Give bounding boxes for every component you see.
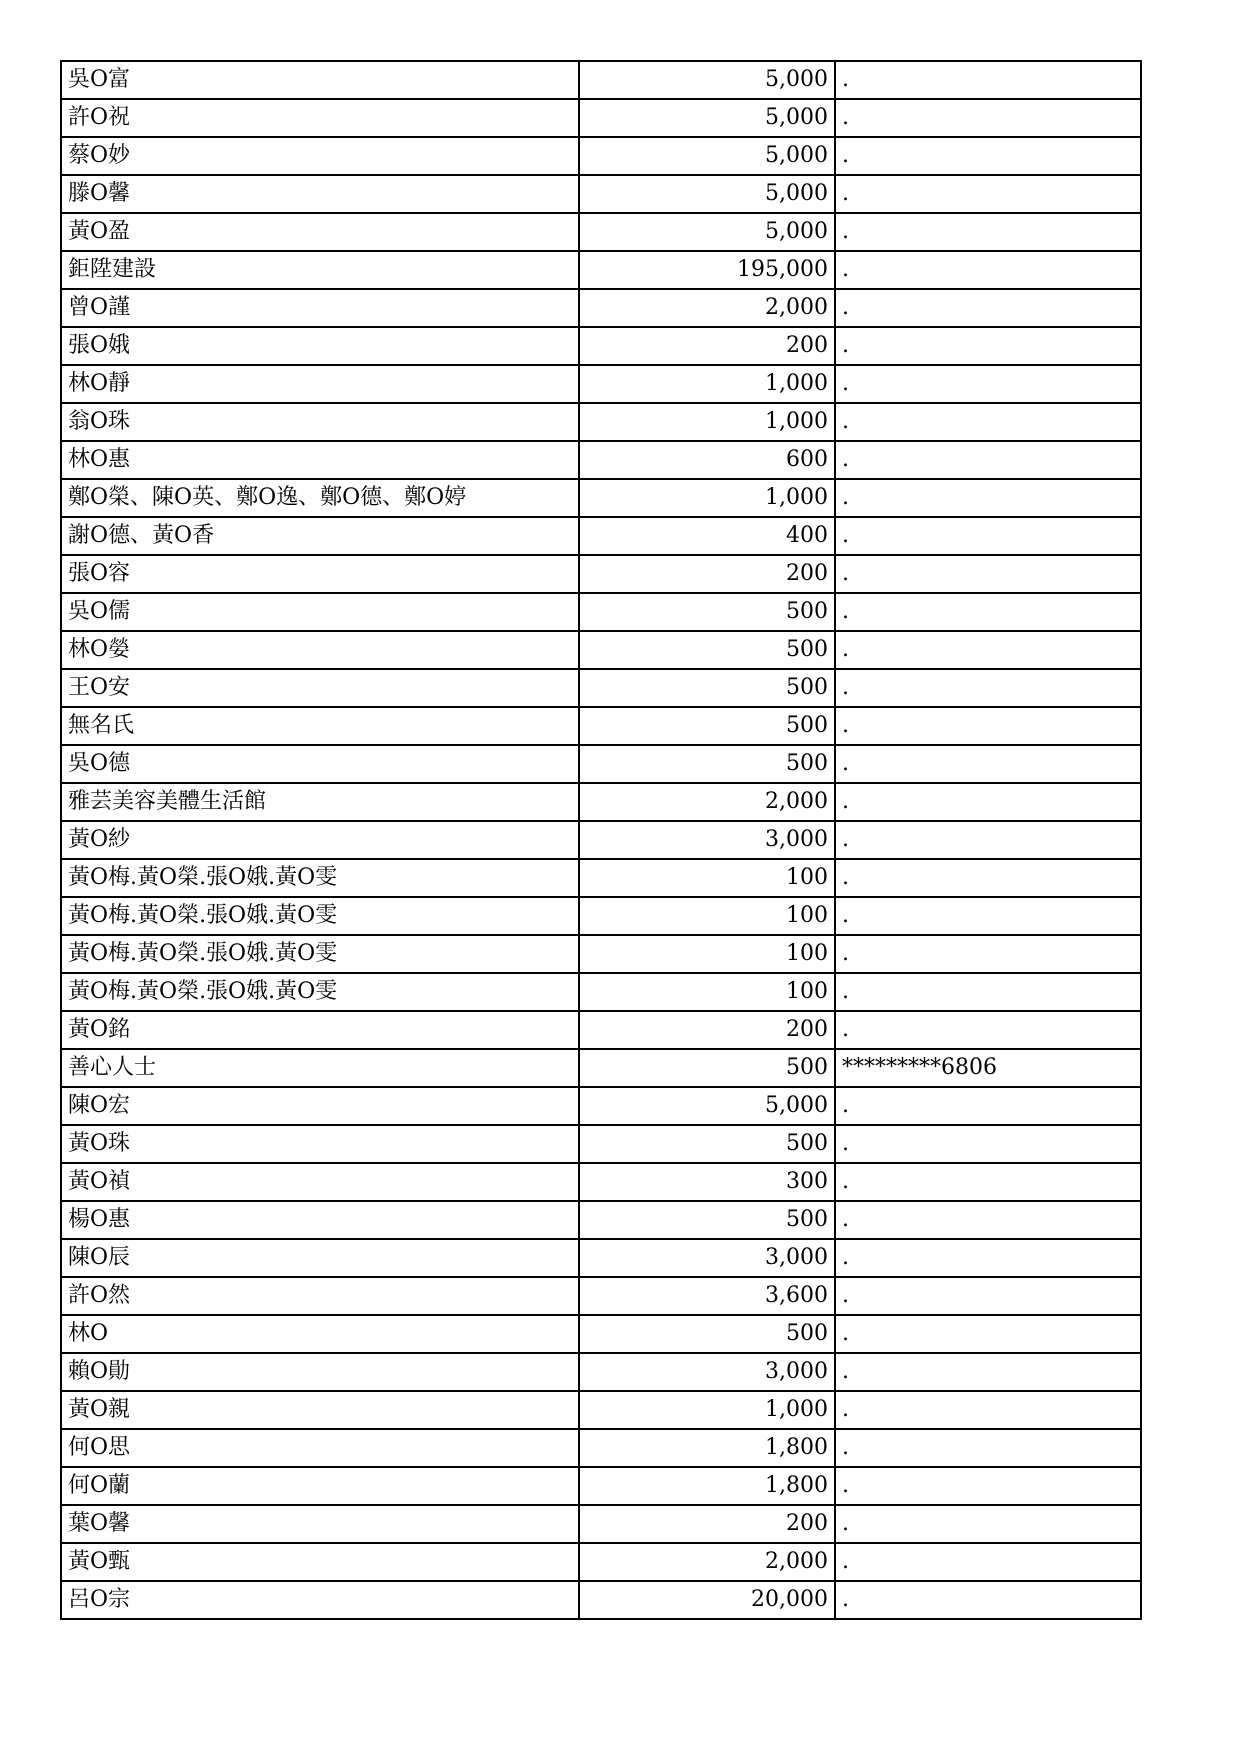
donor-name-cell: 善心人士 xyxy=(61,1049,579,1087)
amount-cell: 5,000 xyxy=(579,99,835,137)
table-row xyxy=(61,1505,1141,1543)
amount-cell: 1,000 xyxy=(579,365,835,403)
note-cell: . xyxy=(835,631,1141,669)
donor-name-cell: 黃O禎 xyxy=(61,1163,579,1201)
note-cell: . xyxy=(835,251,1141,289)
note-cell: . xyxy=(835,1391,1141,1429)
note-cell: . xyxy=(835,821,1141,859)
note-cell: . xyxy=(835,61,1141,99)
note-cell: . xyxy=(835,517,1141,555)
amount-cell: 3,000 xyxy=(579,1353,835,1391)
amount-cell: 100 xyxy=(579,897,835,935)
amount-cell: 400 xyxy=(579,517,835,555)
amount-cell: 500 xyxy=(579,593,835,631)
table-row xyxy=(61,973,1141,1011)
note-cell: . xyxy=(835,1429,1141,1467)
note-cell: . xyxy=(835,99,1141,137)
note-cell: . xyxy=(835,897,1141,935)
donor-name-cell: 曾O謹 xyxy=(61,289,579,327)
note-cell: . xyxy=(835,479,1141,517)
donation-table xyxy=(60,60,1142,1620)
donor-name-cell: 陳O辰 xyxy=(61,1239,579,1277)
amount-cell: 20,000 xyxy=(579,1581,835,1619)
donor-name-cell: 黃O梅.黃O榮.張O娥.黃O雯 xyxy=(61,935,579,973)
note-cell: . xyxy=(835,745,1141,783)
note-cell: . xyxy=(835,1239,1141,1277)
amount-cell: 5,000 xyxy=(579,1087,835,1125)
amount-cell: 1,800 xyxy=(579,1467,835,1505)
table-row xyxy=(61,289,1141,327)
donor-name-cell: 葉O馨 xyxy=(61,1505,579,1543)
amount-cell: 600 xyxy=(579,441,835,479)
note-cell: . xyxy=(835,859,1141,897)
note-cell: . xyxy=(835,555,1141,593)
donor-name-cell: 吳O德 xyxy=(61,745,579,783)
donor-name-cell: 林O xyxy=(61,1315,579,1353)
note-cell: . xyxy=(835,1505,1141,1543)
table-row xyxy=(61,669,1141,707)
donor-name-cell: 楊O惠 xyxy=(61,1201,579,1239)
note-cell: . xyxy=(835,1163,1141,1201)
amount-cell: 5,000 xyxy=(579,213,835,251)
donor-name-cell: 雅芸美容美體生活館 xyxy=(61,783,579,821)
amount-cell: 5,000 xyxy=(579,175,835,213)
donor-name-cell: 黃O梅.黃O榮.張O娥.黃O雯 xyxy=(61,897,579,935)
donor-name-cell: 林O靜 xyxy=(61,365,579,403)
donor-name-cell: 黃O銘 xyxy=(61,1011,579,1049)
donor-name-cell: 林O惠 xyxy=(61,441,579,479)
note-cell: . xyxy=(835,1125,1141,1163)
amount-cell: 500 xyxy=(579,1201,835,1239)
note-cell: . xyxy=(835,669,1141,707)
amount-cell: 200 xyxy=(579,1011,835,1049)
amount-cell: 2,000 xyxy=(579,289,835,327)
table-row xyxy=(61,1429,1141,1467)
amount-cell: 500 xyxy=(579,669,835,707)
amount-cell: 500 xyxy=(579,745,835,783)
amount-cell: 2,000 xyxy=(579,1543,835,1581)
note-cell: . xyxy=(835,935,1141,973)
donor-name-cell: 無名氏 xyxy=(61,707,579,745)
table-row xyxy=(61,365,1141,403)
donor-name-cell: 何O蘭 xyxy=(61,1467,579,1505)
table-row xyxy=(61,403,1141,441)
table-row xyxy=(61,783,1141,821)
donor-name-cell: 黃O珠 xyxy=(61,1125,579,1163)
table-row xyxy=(61,251,1141,289)
donor-name-cell: 翁O珠 xyxy=(61,403,579,441)
donor-name-cell: 黃O親 xyxy=(61,1391,579,1429)
table-row xyxy=(61,1087,1141,1125)
donor-name-cell: 黃O盈 xyxy=(61,213,579,251)
donor-name-cell: 吳O富 xyxy=(61,61,579,99)
donor-name-cell: 何O思 xyxy=(61,1429,579,1467)
table-row xyxy=(61,1391,1141,1429)
table-row xyxy=(61,137,1141,175)
table-row xyxy=(61,517,1141,555)
donor-name-cell: 鄭O榮、陳O英、鄭O逸、鄭O德、鄭O婷 xyxy=(61,479,579,517)
donor-name-cell: 許O然 xyxy=(61,1277,579,1315)
table-row xyxy=(61,1581,1141,1619)
amount-cell: 1,000 xyxy=(579,403,835,441)
note-cell: . xyxy=(835,1543,1141,1581)
table-row xyxy=(61,821,1141,859)
table-row xyxy=(61,61,1141,99)
table-row xyxy=(61,1049,1141,1087)
note-cell: . xyxy=(835,1201,1141,1239)
donor-name-cell: 吳O儒 xyxy=(61,593,579,631)
table-row xyxy=(61,1239,1141,1277)
note-cell: . xyxy=(835,441,1141,479)
table-row xyxy=(61,327,1141,365)
table-row xyxy=(61,1277,1141,1315)
note-cell: . xyxy=(835,783,1141,821)
note-cell: . xyxy=(835,175,1141,213)
donor-name-cell: 賴O勛 xyxy=(61,1353,579,1391)
note-cell: . xyxy=(835,137,1141,175)
donor-name-cell: 黃O紗 xyxy=(61,821,579,859)
amount-cell: 5,000 xyxy=(579,137,835,175)
amount-cell: 500 xyxy=(579,631,835,669)
donor-name-cell: 黃O梅.黃O榮.張O娥.黃O雯 xyxy=(61,859,579,897)
donor-name-cell: 王O安 xyxy=(61,669,579,707)
donor-name-cell: 黃O甄 xyxy=(61,1543,579,1581)
table-row xyxy=(61,859,1141,897)
table-row xyxy=(61,707,1141,745)
note-cell: . xyxy=(835,593,1141,631)
amount-cell: 500 xyxy=(579,1315,835,1353)
note-cell: . xyxy=(835,213,1141,251)
donor-name-cell: 蔡O妙 xyxy=(61,137,579,175)
amount-cell: 100 xyxy=(579,973,835,1011)
donor-name-cell: 謝O德、黃O香 xyxy=(61,517,579,555)
amount-cell: 500 xyxy=(579,707,835,745)
note-cell: . xyxy=(835,403,1141,441)
table-row xyxy=(61,1543,1141,1581)
table-row xyxy=(61,631,1141,669)
amount-cell: 1,800 xyxy=(579,1429,835,1467)
donor-name-cell: 鉅陞建設 xyxy=(61,251,579,289)
table-row xyxy=(61,593,1141,631)
note-cell: . xyxy=(835,707,1141,745)
table-row xyxy=(61,213,1141,251)
amount-cell: 200 xyxy=(579,1505,835,1543)
donor-name-cell: 呂O宗 xyxy=(61,1581,579,1619)
amount-cell: 1,000 xyxy=(579,479,835,517)
donor-name-cell: 許O祝 xyxy=(61,99,579,137)
table-row xyxy=(61,1125,1141,1163)
donor-name-cell: 陳O宏 xyxy=(61,1087,579,1125)
table-row xyxy=(61,897,1141,935)
table-row xyxy=(61,175,1141,213)
table-row xyxy=(61,1315,1141,1353)
note-cell: . xyxy=(835,1581,1141,1619)
amount-cell: 500 xyxy=(579,1125,835,1163)
amount-cell: 500 xyxy=(579,1049,835,1087)
table-row xyxy=(61,935,1141,973)
amount-cell: 2,000 xyxy=(579,783,835,821)
table-row xyxy=(61,99,1141,137)
note-cell: . xyxy=(835,1353,1141,1391)
table-row xyxy=(61,745,1141,783)
note-cell: . xyxy=(835,365,1141,403)
table-row xyxy=(61,479,1141,517)
donor-name-cell: 林O嫈 xyxy=(61,631,579,669)
table-row xyxy=(61,1467,1141,1505)
table-row xyxy=(61,1163,1141,1201)
donation-table-body xyxy=(61,61,1141,1619)
table-row xyxy=(61,1011,1141,1049)
note-cell: . xyxy=(835,289,1141,327)
table-row xyxy=(61,1201,1141,1239)
note-cell: . xyxy=(835,1277,1141,1315)
amount-cell: 200 xyxy=(579,555,835,593)
note-cell: . xyxy=(835,1011,1141,1049)
table-row xyxy=(61,555,1141,593)
donor-name-cell: 滕O馨 xyxy=(61,175,579,213)
amount-cell: 3,000 xyxy=(579,1239,835,1277)
amount-cell: 100 xyxy=(579,935,835,973)
note-cell: . xyxy=(835,1467,1141,1505)
amount-cell: 100 xyxy=(579,859,835,897)
amount-cell: 300 xyxy=(579,1163,835,1201)
amount-cell: 3,600 xyxy=(579,1277,835,1315)
amount-cell: 200 xyxy=(579,327,835,365)
amount-cell: 5,000 xyxy=(579,61,835,99)
note-cell: . xyxy=(835,1315,1141,1353)
donor-name-cell: 張O容 xyxy=(61,555,579,593)
amount-cell: 1,000 xyxy=(579,1391,835,1429)
donor-name-cell: 黃O梅.黃O榮.張O娥.黃O雯 xyxy=(61,973,579,1011)
note-cell: . xyxy=(835,1087,1141,1125)
table-row xyxy=(61,1353,1141,1391)
table-row xyxy=(61,441,1141,479)
amount-cell: 3,000 xyxy=(579,821,835,859)
amount-cell: 195,000 xyxy=(579,251,835,289)
donor-name-cell: 張O娥 xyxy=(61,327,579,365)
note-cell: . xyxy=(835,327,1141,365)
note-cell: . xyxy=(835,973,1141,1011)
note-cell: *********6806 xyxy=(835,1049,1141,1087)
